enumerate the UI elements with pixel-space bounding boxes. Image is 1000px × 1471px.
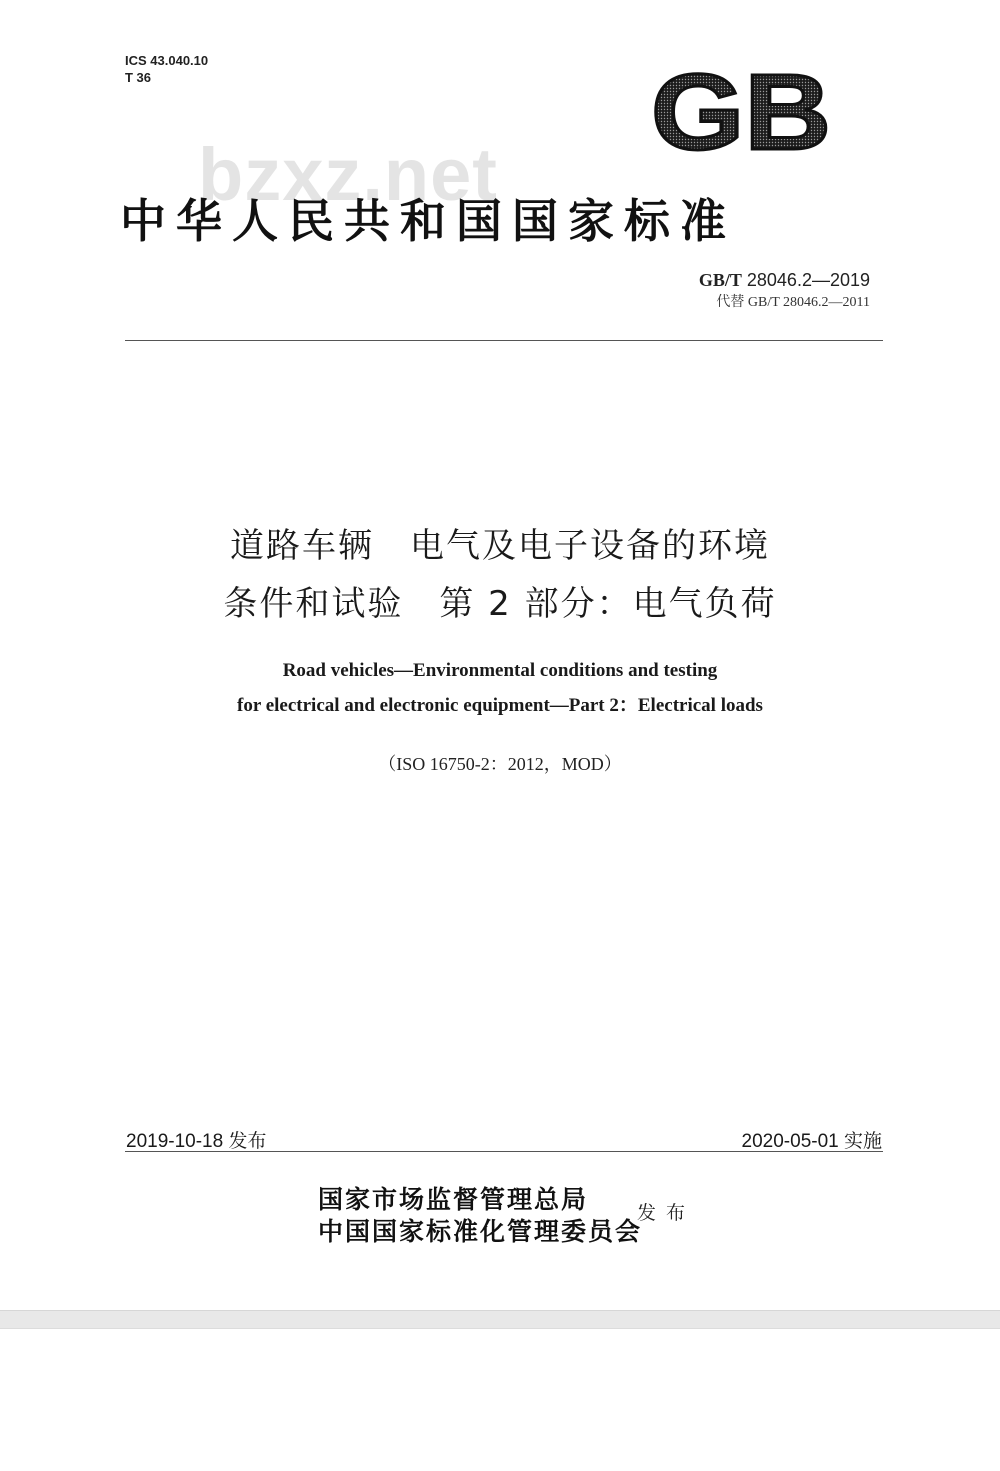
iso-reference: （ISO 16750-2：2012，MOD） [378,754,622,774]
title-en-line2: for electrical and electronic equipment—Part 2：Electrical loads [237,695,763,716]
implementation-date: 2020-05-01 实施 [741,1131,882,1152]
class-code: T 36 [125,70,152,85]
issuer-sac: 中国国家标准化管理委员会 [318,1217,643,1246]
title-cn-line1: 道路车辆 电气及电子设备的环境 [230,526,770,566]
replaces-standard: 代替 GB/T 28046.2—2011 [716,295,870,310]
ics-code: ICS 43.040.10 [125,53,209,68]
standard-code-prefix: GB/T [698,270,742,290]
gb-logo [648,63,834,157]
title-en-line1: Road vehicles—Environmental conditions and testing [282,660,718,681]
title-cn-line2: 条件和试验 第 2 部分：电气负荷 [223,584,777,624]
standard-code-number: 28046.2—2019 [746,270,870,290]
gb-logo-text: GB [651,63,831,157]
top-divider [125,340,883,341]
national-standard-heading: 中华人民共和国国家标准 [120,194,736,248]
watermark: bzxz.net [198,133,498,216]
standard-code [699,270,870,291]
publish-label: 发布 [637,1202,696,1224]
issue-date: 2019-10-18 发布 [126,1131,267,1152]
ics-classification [125,52,208,86]
page-edge-band [0,1310,1000,1329]
bottom-divider [125,1151,883,1152]
issuer-samr: 国家市场监督管理总局 [318,1185,589,1214]
